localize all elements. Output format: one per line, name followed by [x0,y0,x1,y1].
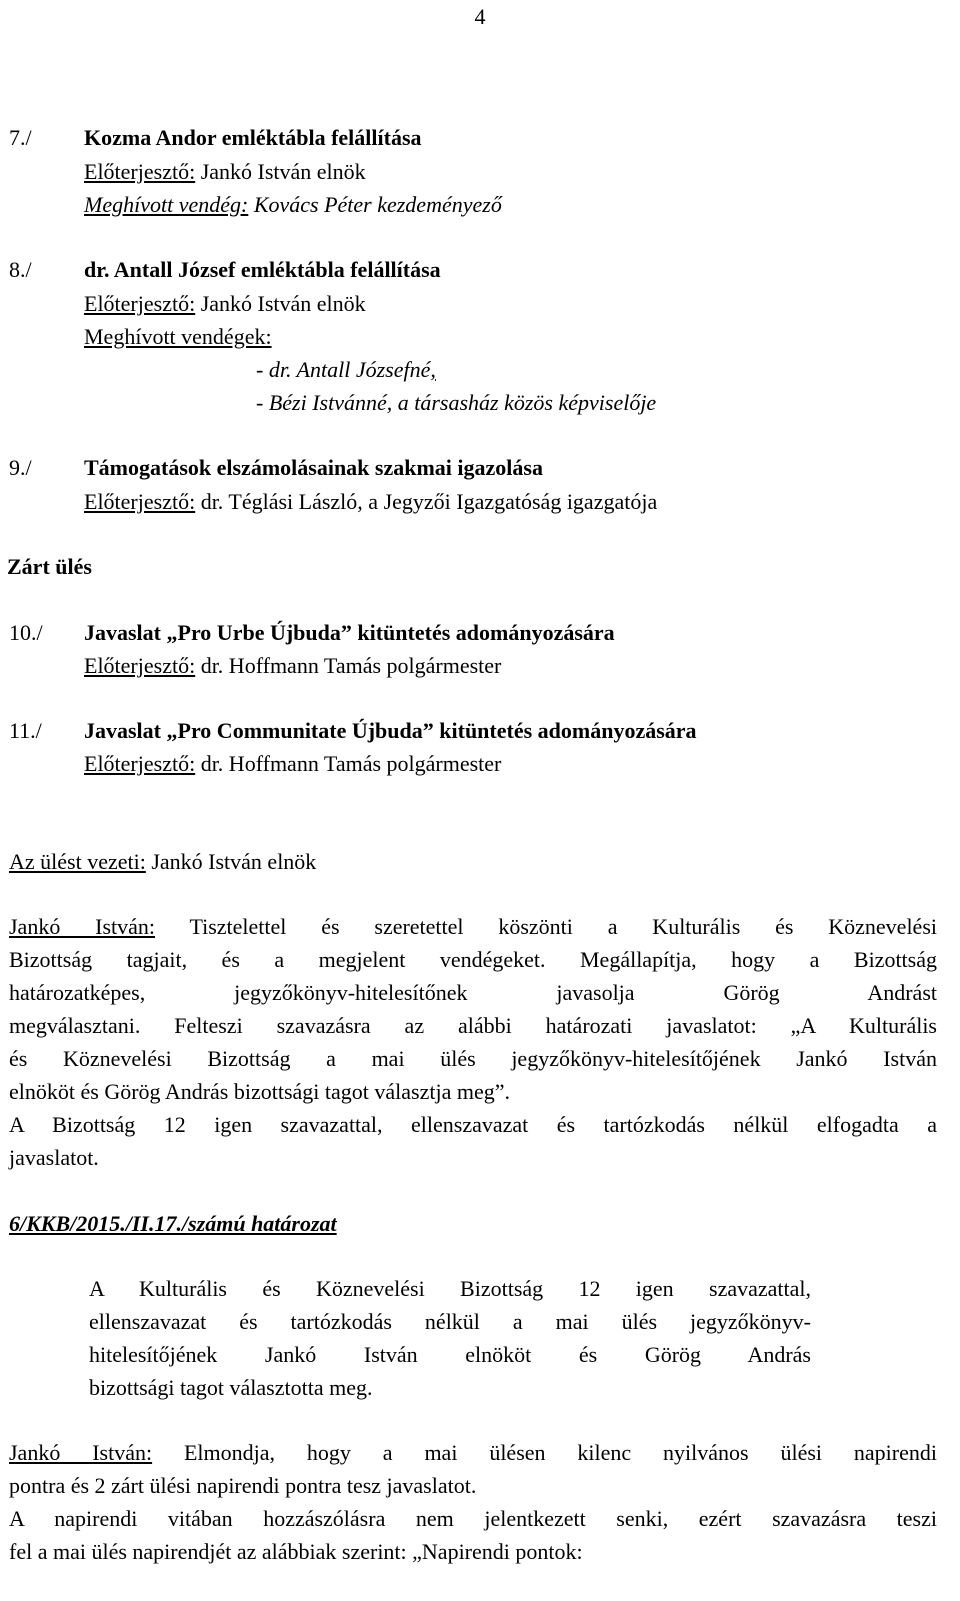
resolution-line: bizottsági tagot választotta meg. [89,1375,373,1400]
item-title: Javaslat „Pro Communitate Újbuda” kitüntetés adományozására [84,718,697,743]
speaker-name: Jankó István: [9,1440,153,1465]
chair-line [9,849,316,875]
item-title: Kozma Andor emléktábla felállítása [84,125,422,150]
paragraph-line: A napirendi vitában hozzászólásra nem jelentkezett senki, ezért szavazásra teszi [9,1506,937,1531]
paragraph-line: megválasztani. Felteszi szavazásra az alábbi határozati javaslatot: „A Kulturális [9,1013,937,1038]
paragraph-line: pontra és 2 zárt ülési napirendi pontra tesz javaslatot. [9,1473,477,1498]
paragraph-line [9,914,937,940]
guests-label: Meghívott vendégek: [84,324,272,349]
guest-comma: , [430,357,436,382]
guest-name: Kovács Péter kezdeményező [248,192,502,217]
presenter-line [84,291,366,317]
presenter-line [84,489,657,515]
chair-label: Az ülést vezeti: [9,849,146,874]
paragraph-line: határozatképes, jegyzőkönyv-hitelesítőnek javasolja Görög Andrást [9,980,937,1005]
guest-label: Meghívott vendég: [84,192,249,217]
paragraph-line: A Bizottság 12 igen szavazattal, ellenszavazat és tartózkodás nélkül elfogadta a [9,1112,937,1137]
presenter-label: Előterjesztő: [84,291,196,316]
paragraph-line [9,1440,937,1466]
guest-name: - dr. Antall Józsefné [256,357,431,382]
paragraph-line: elnököt és Görög András bizottsági tagot választja meg”. [9,1079,510,1104]
item-number: 8./ [9,257,32,282]
presenter-label: Előterjesztő: [84,489,196,514]
presenter-line [84,751,501,777]
presenter-name: Jankó István elnök [195,291,366,316]
resolution-line: hitelesítőjének Jankó István elnököt és Görög András [89,1342,811,1367]
item-title: dr. Antall József emléktábla felállítása [84,257,441,282]
presenter-name: Jankó István elnök [195,159,366,184]
page-number: 4 [474,4,486,29]
item-number: 7./ [9,125,32,150]
item-title: Támogatások elszámolásainak szakmai igazolása [84,455,543,480]
item-number: 9./ [9,455,32,480]
item-title: Javaslat „Pro Urbe Újbuda” kitüntetés adományozására [84,620,615,645]
paragraph-line: javaslatot. [9,1145,99,1170]
paragraph-line: és Köznevelési Bizottság a mai ülés jegyzőkönyv-hitelesítőjének Jankó István [9,1046,937,1071]
paragraph-line: fel a mai ülés napirendjét az alábbiak szerint: „Napirendi pontok: [9,1539,583,1564]
resolution-line: A Kulturális és Köznevelési Bizottság 12 igen szavazattal, [89,1276,811,1301]
resolution-line: ellenszavazat és tartózkodás nélkül a mai ülés jegyzőkönyv- [89,1309,811,1334]
chair-name: Jankó István elnök [145,849,317,874]
presenter-label: Előterjesztő: [84,653,196,678]
presenter-label: Előterjesztő: [84,159,196,184]
presenter-line [84,653,501,679]
closed-session-heading: Zárt ülés [7,554,92,579]
resolution-suffix: számú határozat [188,1211,337,1236]
paragraph-text: Elmondja, hogy a mai ülésen kilenc nyilvános ülési napirendi [152,1440,937,1465]
item-number: 11./ [9,718,42,743]
presenter-name: dr. Téglási László, a Jegyzői Igazgatóság igazgatója [195,489,658,514]
resolution-heading [9,1211,337,1237]
paragraph-text: Tisztelettel és szeretettel köszönti a Kulturális és Köznevelési [155,914,937,939]
presenter-name: dr. Hoffmann Tamás polgármester [195,653,502,678]
paragraph-line: Bizottság tagjait, és a megjelent vendégeket. Megállapítja, hogy a Bizottság [9,947,937,972]
resolution-id: 6/KKB/2015./II.17./ [9,1211,189,1236]
presenter-line [84,159,366,185]
guest-line: - Bézi Istvánné, a társasház közös képviselője [256,390,657,415]
presenter-name: dr. Hoffmann Tamás polgármester [195,751,502,776]
speaker-name: Jankó István: [9,914,156,939]
guest-line [256,357,436,383]
item-number: 10./ [9,620,43,645]
presenter-label: Előterjesztő: [84,751,196,776]
guest-line [84,192,502,218]
